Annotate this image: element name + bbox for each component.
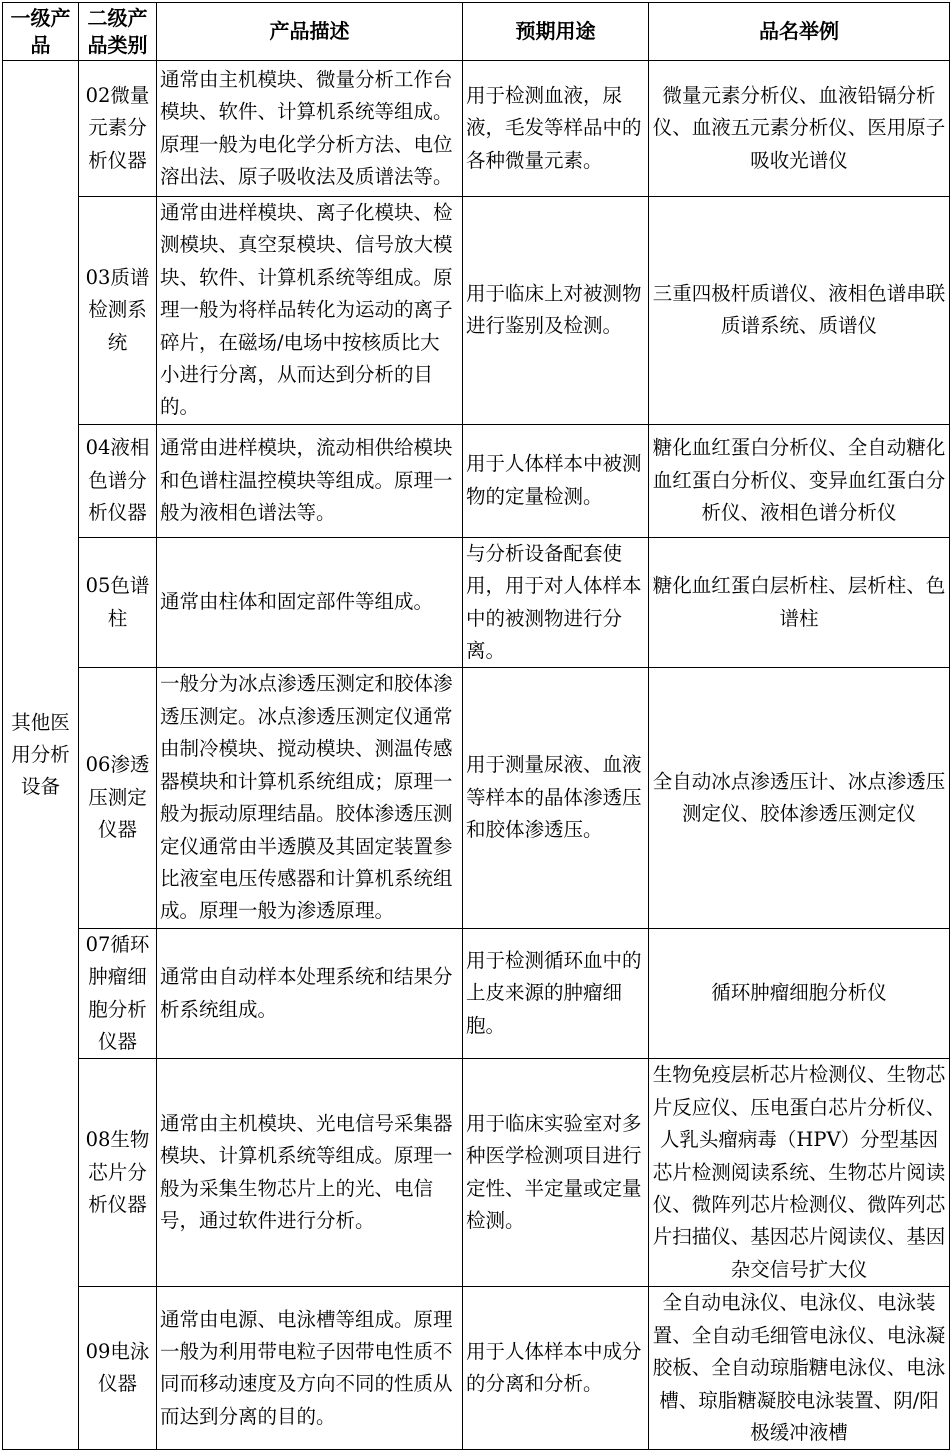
header-examples: 品名举例 [649,3,950,61]
header-level1: 一级产品 [3,3,79,61]
description-cell: 一般分为冰点渗透压测定和胶体渗透压测定。冰点渗透压测定仪通常由制冷模块、搅动模块、测温传感器模块和计算机系统组成；原理一般为振动原理结晶。胶体渗透压测定仪通常由半透膜及其固定装置参比液室电压传感器和计算机系统组成。原理一般为渗透原理。 [157,668,463,928]
category-cell: 08生物芯片分析仪器 [79,1059,157,1287]
header-row [3,3,950,61]
category-cell: 04液相色谱分析仪器 [79,424,157,537]
category-cell: 09电泳仪器 [79,1287,157,1450]
description-cell: 通常由主机模块、微量分析工作台模块、软件、计算机系统等组成。原理一般为电化学分析方法、电位溶出法、原子吸收法及质谱法等。 [157,61,463,197]
category-cell: 06渗透压测定仪器 [79,668,157,928]
intended-use-cell: 与分析设备配套使用，用于对人体样本中的被测物进行分离。 [463,537,649,668]
header-description: 产品描述 [157,3,463,61]
level1-category-cell: 其他医用分析设备 [3,61,79,1450]
category-cell: 02微量元素分析仪器 [79,61,157,197]
examples-cell: 糖化血红蛋白分析仪、全自动糖化血红蛋白分析仪、变异血红蛋白分析仪、液相色谱分析仪 [649,424,950,537]
table-row [3,197,950,425]
examples-cell: 循环肿瘤细胞分析仪 [649,928,950,1059]
table-row [3,61,950,197]
intended-use-cell: 用于人体样本中被测物的定量检测。 [463,424,649,537]
description-cell: 通常由自动样本处理系统和结果分析系统组成。 [157,928,463,1059]
table-row [3,537,950,668]
description-cell: 通常由主机模块、光电信号采集器模块、计算机系统等组成。原理一般为采集生物芯片上的光、电信号，通过软件进行分析。 [157,1059,463,1287]
description-cell: 通常由电源、电泳槽等组成。原理一般为利用带电粒子因带电性质不同而移动速度及方向不同的性质从而达到分离的目的。 [157,1287,463,1450]
examples-cell: 糖化血红蛋白层析柱、层析柱、色谱柱 [649,537,950,668]
table-row [3,928,950,1059]
description-cell: 通常由柱体和固定部件等组成。 [157,537,463,668]
table-row [3,1059,950,1287]
category-cell: 07循环肿瘤细胞分析仪器 [79,928,157,1059]
description-cell: 通常由进样模块，流动相供给模块和色谱柱温控模块等组成。原理一般为液相色谱法等。 [157,424,463,537]
category-cell: 03质谱检测系统 [79,197,157,425]
examples-cell: 三重四极杆质谱仪、液相色谱串联质谱系统、质谱仪 [649,197,950,425]
examples-cell: 生物免疫层析芯片检测仪、生物芯片反应仪、压电蛋白芯片分析仪、人乳头瘤病毒（HPV）分型基因芯片检测阅读系统、生物芯片阅读仪、微阵列芯片检测仪、微阵列芯片扫描仪、基因芯片阅读仪、基因杂交信号扩大仪 [649,1059,950,1287]
description-cell: 通常由进样模块、离子化模块、检测模块、真空泵模块、信号放大模块、软件、计算机系统等组成。原理一般为将样品转化为运动的离子碎片，在磁场/电场中按核质比大小进行分离，从而达到分析的目的。 [157,197,463,425]
examples-cell: 全自动电泳仪、电泳仪、电泳装置、全自动毛细管电泳仪、电泳凝胶板、全自动琼脂糖电泳仪、电泳槽、琼脂糖凝胶电泳装置、阴/阳极缓冲液槽 [649,1287,950,1450]
intended-use-cell: 用于临床上对被测物进行鉴别及检测。 [463,197,649,425]
table-row [3,1287,950,1450]
intended-use-cell: 用于检测血液，尿液，毛发等样品中的各种微量元素。 [463,61,649,197]
intended-use-cell: 用于临床实验室对多种医学检测项目进行定性、半定量或定量检测。 [463,1059,649,1287]
intended-use-cell: 用于检测循环血中的上皮来源的肿瘤细胞。 [463,928,649,1059]
category-cell: 05色谱柱 [79,537,157,668]
device-classification-table [2,2,950,1450]
header-intended-use: 预期用途 [463,3,649,61]
intended-use-cell: 用于人体样本中成分的分离和分析。 [463,1287,649,1450]
table-row [3,668,950,928]
intended-use-cell: 用于测量尿液、血液等样本的晶体渗透压和胶体渗透压。 [463,668,649,928]
header-level2: 二级产品类别 [79,3,157,61]
examples-cell: 微量元素分析仪、血液铅镉分析仪、血液五元素分析仪、医用原子吸收光谱仪 [649,61,950,197]
table-row [3,424,950,537]
examples-cell: 全自动冰点渗透压计、冰点渗透压测定仪、胶体渗透压测定仪 [649,668,950,928]
